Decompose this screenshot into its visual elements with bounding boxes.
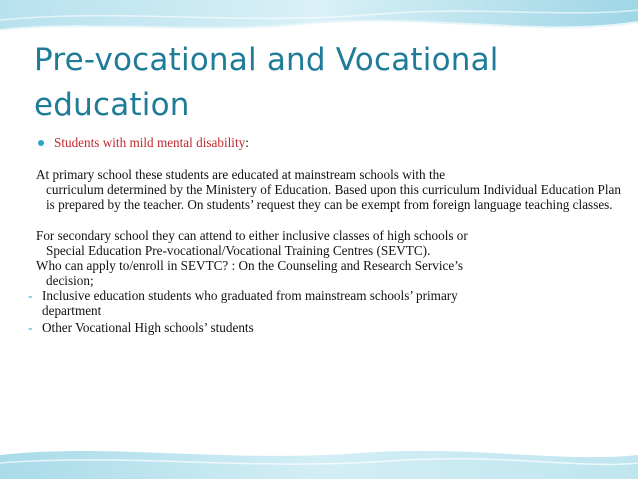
paragraph-1-continuation: curriculum determined by the Ministery of Education. Based upon this curriculum Individual Education Plan is prepared by the teacher. On students’ request they can be exempt from foreign language teaching classes.	[46, 182, 621, 212]
slide-body	[28, 135, 626, 335]
dash-marker: -	[28, 320, 33, 335]
paragraph-primary-school	[36, 167, 626, 212]
list-item-1-text	[42, 288, 458, 318]
slide-title: Pre-vocational and Vocational education	[34, 42, 499, 123]
list-item-2-text: Other Vocational High schools’ students	[42, 320, 254, 335]
bullet-dot-icon	[38, 140, 44, 146]
list-item	[28, 288, 626, 318]
paragraph-who-can-apply	[36, 258, 626, 288]
list-item-1-continuation: department	[42, 303, 102, 318]
paragraph-2-first-line: For secondary school they can attend to either inclusive classes of high schools or	[36, 228, 468, 243]
bullet-label: Students with mild mental disability	[54, 135, 246, 150]
bullet-item	[36, 135, 626, 150]
list-item	[28, 320, 626, 335]
paragraph-secondary-school	[36, 228, 626, 258]
bullet-suffix: :	[245, 135, 249, 150]
paragraph-2-continuation: Special Education Pre-vocational/Vocational Training Centres (SEVTC).	[46, 243, 431, 258]
paragraph-3-first-line: Who can apply to/enroll in SEVTC? : On the Counseling and Research Service’s	[36, 258, 464, 273]
paragraph-3-continuation: decision;	[46, 273, 94, 288]
list-item-1-first-line: Inclusive education students who graduated from mainstream schools’ primary	[42, 288, 458, 303]
bottom-wave-decoration	[0, 419, 638, 479]
dash-marker: -	[28, 288, 33, 303]
paragraph-1-first-line: At primary school these students are educated at mainstream schools with the	[36, 167, 446, 182]
